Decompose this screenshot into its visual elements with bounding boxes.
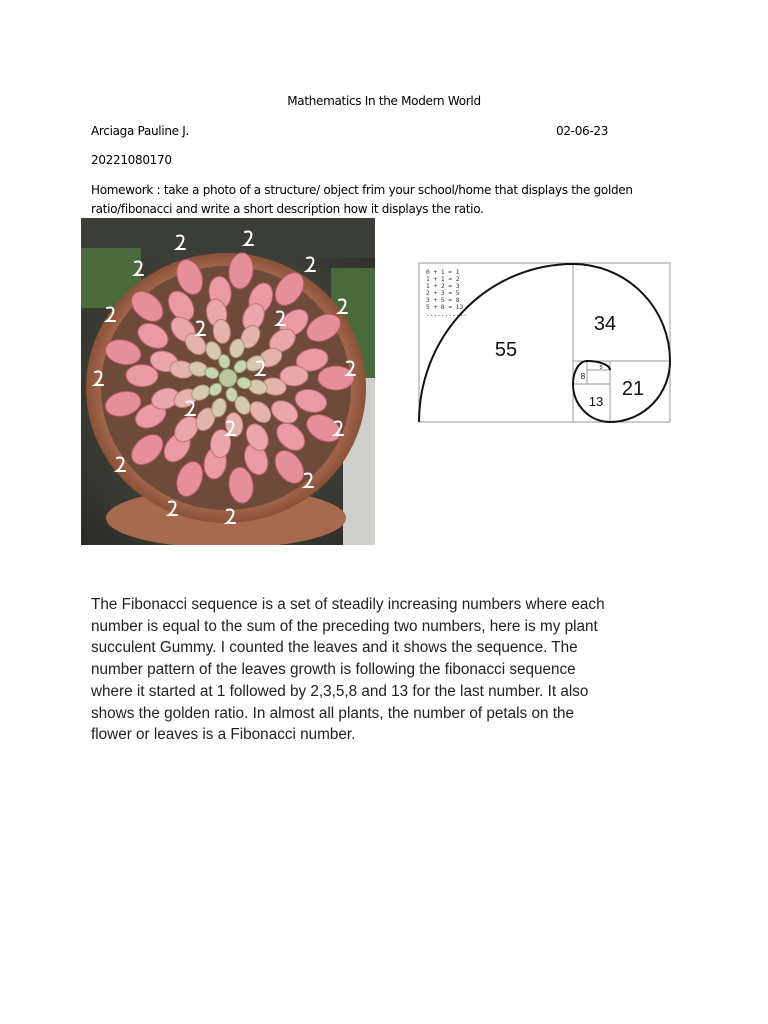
succulent-leaf [318, 366, 354, 390]
equation: 1 + 1 = 2 [426, 276, 460, 283]
equation: 0 + 1 = 1 [426, 269, 460, 276]
paragraph-line: shows the golden ratio. In almost all plants, the number of petals on the [91, 704, 574, 722]
equation: ........... [426, 311, 467, 318]
paragraph-line: The Fibonacci sequence is a set of steadily increasing numbers where each [91, 596, 605, 613]
paragraph-line: succulent Gummy. I counted the leaves and it shows the sequence. The [91, 639, 578, 657]
succulent-photo [81, 218, 375, 545]
equation: 5 + 8 = 13 [426, 304, 464, 311]
paragraph-line: number pattern of the leaves growth is following the fibonacci sequence [91, 661, 576, 679]
square-label-34: 34 [593, 313, 617, 335]
student-id: 20221080170 [91, 153, 172, 167]
document-title: Mathematics In the Modern World [287, 94, 481, 108]
square-label-21: 21 [621, 378, 645, 400]
description-paragraph [91, 594, 691, 746]
equation: 1 + 2 = 3 [426, 283, 460, 290]
succulent-core [219, 369, 237, 387]
square-label-8: 8 [580, 372, 586, 381]
square-label-13: 13 [588, 394, 604, 409]
square-label-5: 5 [599, 365, 603, 371]
fibonacci-spiral-diagram [418, 262, 671, 423]
paragraph-line: number is equal to the sum of the preceding two numbers, here is my plant [91, 617, 598, 635]
equation: 3 + 5 = 8 [426, 297, 460, 304]
author-name: Arciaga Pauline J. [91, 124, 190, 138]
paragraph-line: flower or leaves is a Fibonacci number. [91, 726, 356, 744]
homework-line-2: ratio/fibonacci and write a short description how it displays the ratio. [91, 202, 484, 216]
square-label-55: 55 [494, 339, 518, 361]
succulent-leaf [126, 364, 159, 387]
document-date: 02-06-23 [556, 124, 609, 138]
equation: 2 + 3 = 5 [426, 290, 460, 297]
paragraph-line: where it started at 1 followed by 2,3,5,8 and 13 for the last number. It also [91, 682, 589, 700]
homework-line-1: Homework : take a photo of a structure/ object frim your school/home that displays the golden [91, 183, 633, 197]
homework-instructions [91, 181, 651, 219]
